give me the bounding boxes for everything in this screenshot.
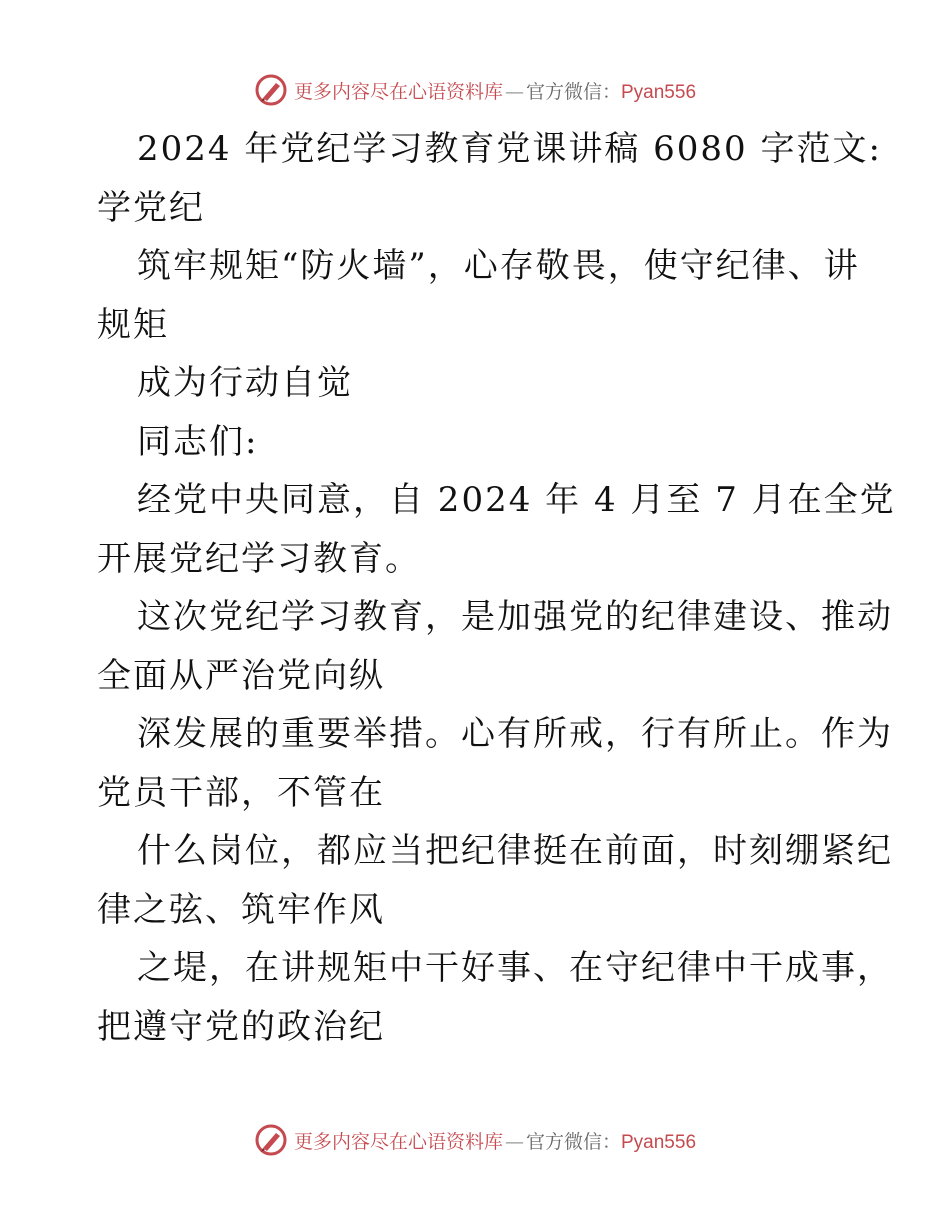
doc-line: 把遵守党的政治纪: [97, 1006, 385, 1047]
pen-logo-icon: [254, 73, 288, 107]
doc-line: 2024 年党纪学习教育党课讲稿 6080 字范文:: [137, 129, 882, 169]
doc-line: 党员干部，不管在: [97, 772, 385, 813]
footer-banner: [0, 1120, 950, 1160]
doc-line: 律之弦、筑牢作风: [97, 889, 385, 930]
doc-line: 规矩: [97, 304, 169, 345]
doc-line: 全面从严治党向纵: [97, 655, 385, 696]
doc-line: 这次党纪学习教育，是加强党的纪律建设、推动: [137, 597, 893, 637]
doc-line: 深发展的重要举措。心有所戒，行有所止。作为: [137, 714, 893, 754]
banner-text: [294, 77, 696, 104]
doc-line: 之堤，在讲规矩中干好事、在守纪律中干成事，: [137, 948, 893, 988]
doc-line: 学党纪: [97, 187, 205, 228]
doc-line: 筑牢规矩“防火墙”，心存敬畏，使守纪律、讲: [137, 246, 860, 286]
banner-text: [294, 1127, 696, 1154]
doc-line: 什么岗位，都应当把纪律挺在前面，时刻绷紧纪: [137, 831, 893, 871]
banner-separator: —: [504, 1130, 524, 1153]
doc-line: 经党中央同意，自 2024 年 4 月至 7 月在全党: [137, 480, 896, 520]
doc-line: 开展党纪学习教育。: [97, 538, 421, 579]
banner-brand: 更多内容尽在心语资料库: [293, 1130, 503, 1153]
doc-line: 成为行动自觉: [137, 363, 353, 403]
pen-logo-icon: [254, 1123, 288, 1157]
doc-line: 同志们:: [137, 421, 259, 462]
document-body: [97, 120, 896, 1056]
banner-brand: 更多内容尽在心语资料库: [293, 80, 503, 103]
banner-wechat-id: Pyan556: [621, 81, 697, 103]
banner-label: 官方微信：: [525, 1130, 621, 1153]
banner-label: 官方微信：: [525, 80, 621, 103]
banner-separator: —: [504, 80, 524, 103]
header-banner: [0, 70, 950, 110]
banner-wechat-id: Pyan556: [621, 1131, 697, 1153]
